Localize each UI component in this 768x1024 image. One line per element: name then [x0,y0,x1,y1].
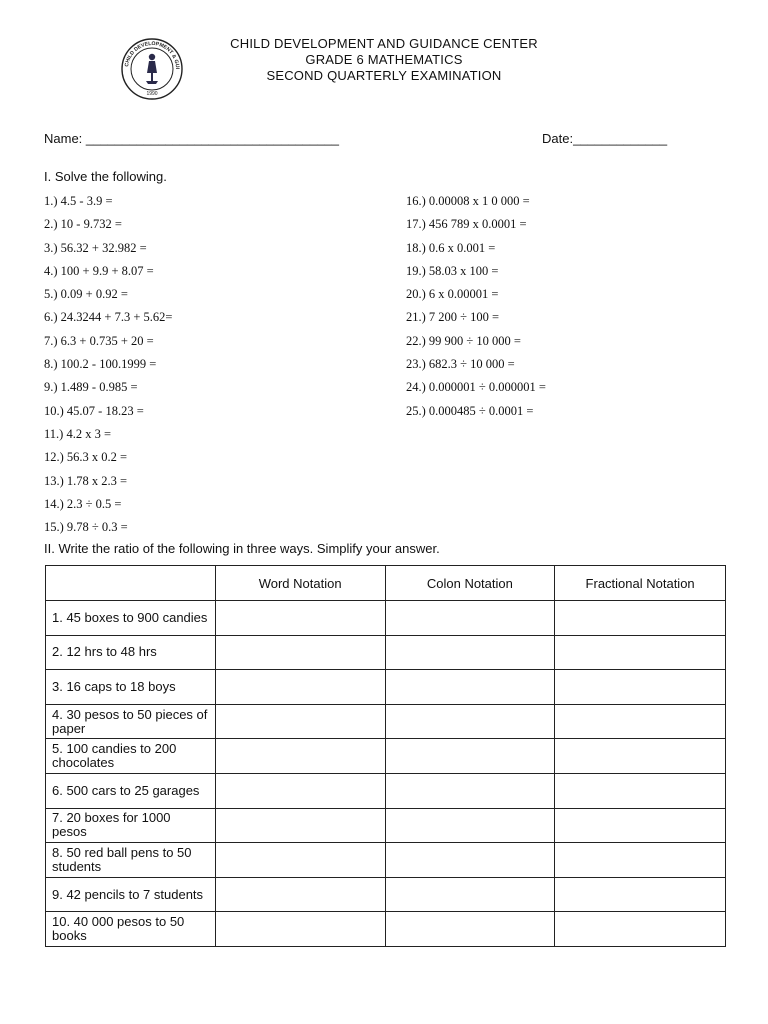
problem-item: 14.) 2.3 ÷ 0.5 = [44,496,122,511]
problem-item: 10.) 45.07 - 18.23 = [44,403,144,418]
ratio-item: 8. 50 red ball pens to 50 students [46,843,216,878]
problem-list-left [44,193,172,542]
answer-cell-word[interactable] [215,739,385,774]
problem-item: 7.) 6.3 + 0.735 + 20 = [44,333,154,348]
answer-cell-word[interactable] [215,635,385,670]
answer-cell-word[interactable] [215,843,385,878]
answer-cell-fraction[interactable] [555,843,726,878]
ratio-item: 5. 100 candies to 200 chocolates [46,739,216,774]
answer-cell-colon[interactable] [385,739,555,774]
subject-title: GRADE 6 MATHEMATICS [305,52,463,67]
date-field[interactable]: Date:_____________ [542,131,668,146]
problem-item: 13.) 1.78 x 2.3 = [44,473,128,488]
problem-item: 19.) 58.03 x 100 = [406,263,499,278]
problem-item: 2.) 10 - 9.732 = [44,217,122,232]
table-row [46,877,726,912]
answer-cell-fraction[interactable] [555,808,726,843]
ratio-item: 6. 500 cars to 25 garages [46,773,216,808]
answer-cell-colon[interactable] [385,601,555,636]
name-field[interactable]: Name: ___________________________________ [44,131,339,146]
ratio-item: 7. 20 boxes for 1000 pesos [46,808,216,843]
header-cell-blank [46,566,216,601]
table-row [46,601,726,636]
header-colon-notation: Colon Notation [385,566,555,601]
answer-cell-colon[interactable] [385,773,555,808]
answer-cell-fraction[interactable] [555,635,726,670]
table-row [46,670,726,705]
table-row [46,808,726,843]
answer-cell-colon[interactable] [385,843,555,878]
answer-cell-fraction[interactable] [555,704,726,739]
answer-cell-fraction[interactable] [555,739,726,774]
ratio-table [45,565,726,947]
problem-item: 4.) 100 + 9.9 + 8.07 = [44,263,154,278]
problem-item: 16.) 0.00008 x 1 0 000 = [406,194,530,208]
ratio-item: 9. 42 pencils to 7 students [46,877,216,912]
problem-item: 15.) 9.78 ÷ 0.3 = [44,520,128,535]
answer-cell-word[interactable] [215,877,385,912]
problem-item: 25.) 0.000485 ÷ 0.0001 = [406,403,534,418]
problem-item: 1.) 4.5 - 3.9 = [44,194,113,208]
problem-item: 12.) 56.3 x 0.2 = [44,450,128,465]
exam-title: SECOND QUARTERLY EXAMINATION [266,68,502,83]
ratio-item: 3. 16 caps to 18 boys [46,670,216,705]
problem-item: 23.) 682.3 ÷ 10 000 = [406,357,515,372]
table-row [46,739,726,774]
problem-item: 5.) 0.09 + 0.92 = [44,287,128,302]
ratio-item: 4. 30 pesos to 50 pieces of paper [46,704,216,739]
answer-cell-colon[interactable] [385,877,555,912]
answer-cell-colon[interactable] [385,670,555,705]
section-2-title: II. Write the ratio of the following in three ways. Simplify your answer. [44,541,440,556]
problem-item: 9.) 1.489 - 0.985 = [44,380,138,395]
ratio-item: 2. 12 hrs to 48 hrs [46,635,216,670]
seal-year: 1990 [146,91,158,97]
ratio-item: 1. 45 boxes to 900 candies [46,601,216,636]
answer-cell-word[interactable] [215,808,385,843]
problem-item: 24.) 0.000001 ÷ 0.000001 = [406,380,546,395]
problem-item: 3.) 56.32 + 32.982 = [44,240,147,255]
answer-cell-colon[interactable] [385,912,555,947]
table-header-row [46,566,726,601]
answer-cell-word[interactable] [215,670,385,705]
answer-cell-colon[interactable] [385,704,555,739]
table-row [46,773,726,808]
seal-text: CHILD DEVELOPMENT & GUI [124,40,181,70]
problem-item: 6.) 24.3244 + 7.3 + 5.62= [44,310,173,325]
answer-cell-fraction[interactable] [555,877,726,912]
problem-list-right [406,193,546,426]
table-row [46,912,726,947]
table-row [46,635,726,670]
header-word-notation: Word Notation [215,566,385,601]
answer-cell-word[interactable] [215,912,385,947]
answer-cell-colon[interactable] [385,808,555,843]
header-fractional-notation: Fractional Notation [555,566,726,601]
answer-cell-word[interactable] [215,704,385,739]
answer-cell-fraction[interactable] [555,670,726,705]
problem-item: 11.) 4.2 x 3 = [44,426,111,441]
problem-item: 17.) 456 789 x 0.0001 = [406,217,527,232]
answer-cell-word[interactable] [215,601,385,636]
problem-item: 21.) 7 200 ÷ 100 = [406,310,500,325]
problem-item: 8.) 100.2 - 100.1999 = [44,357,157,372]
answer-cell-word[interactable] [215,773,385,808]
answer-cell-fraction[interactable] [555,912,726,947]
answer-cell-fraction[interactable] [555,601,726,636]
table-row [46,704,726,739]
answer-cell-colon[interactable] [385,635,555,670]
problem-item: 22.) 99 900 ÷ 10 000 = [406,333,521,348]
section-1-title: I. Solve the following. [44,169,167,184]
problem-item: 18.) 0.6 x 0.001 = [406,240,496,255]
school-name: CHILD DEVELOPMENT AND GUIDANCE CENTER [230,36,538,51]
answer-cell-fraction[interactable] [555,773,726,808]
ratio-item: 10. 40 000 pesos to 50 books [46,912,216,947]
table-row [46,843,726,878]
problem-item: 20.) 6 x 0.00001 = [406,287,499,302]
document-header [0,36,768,84]
